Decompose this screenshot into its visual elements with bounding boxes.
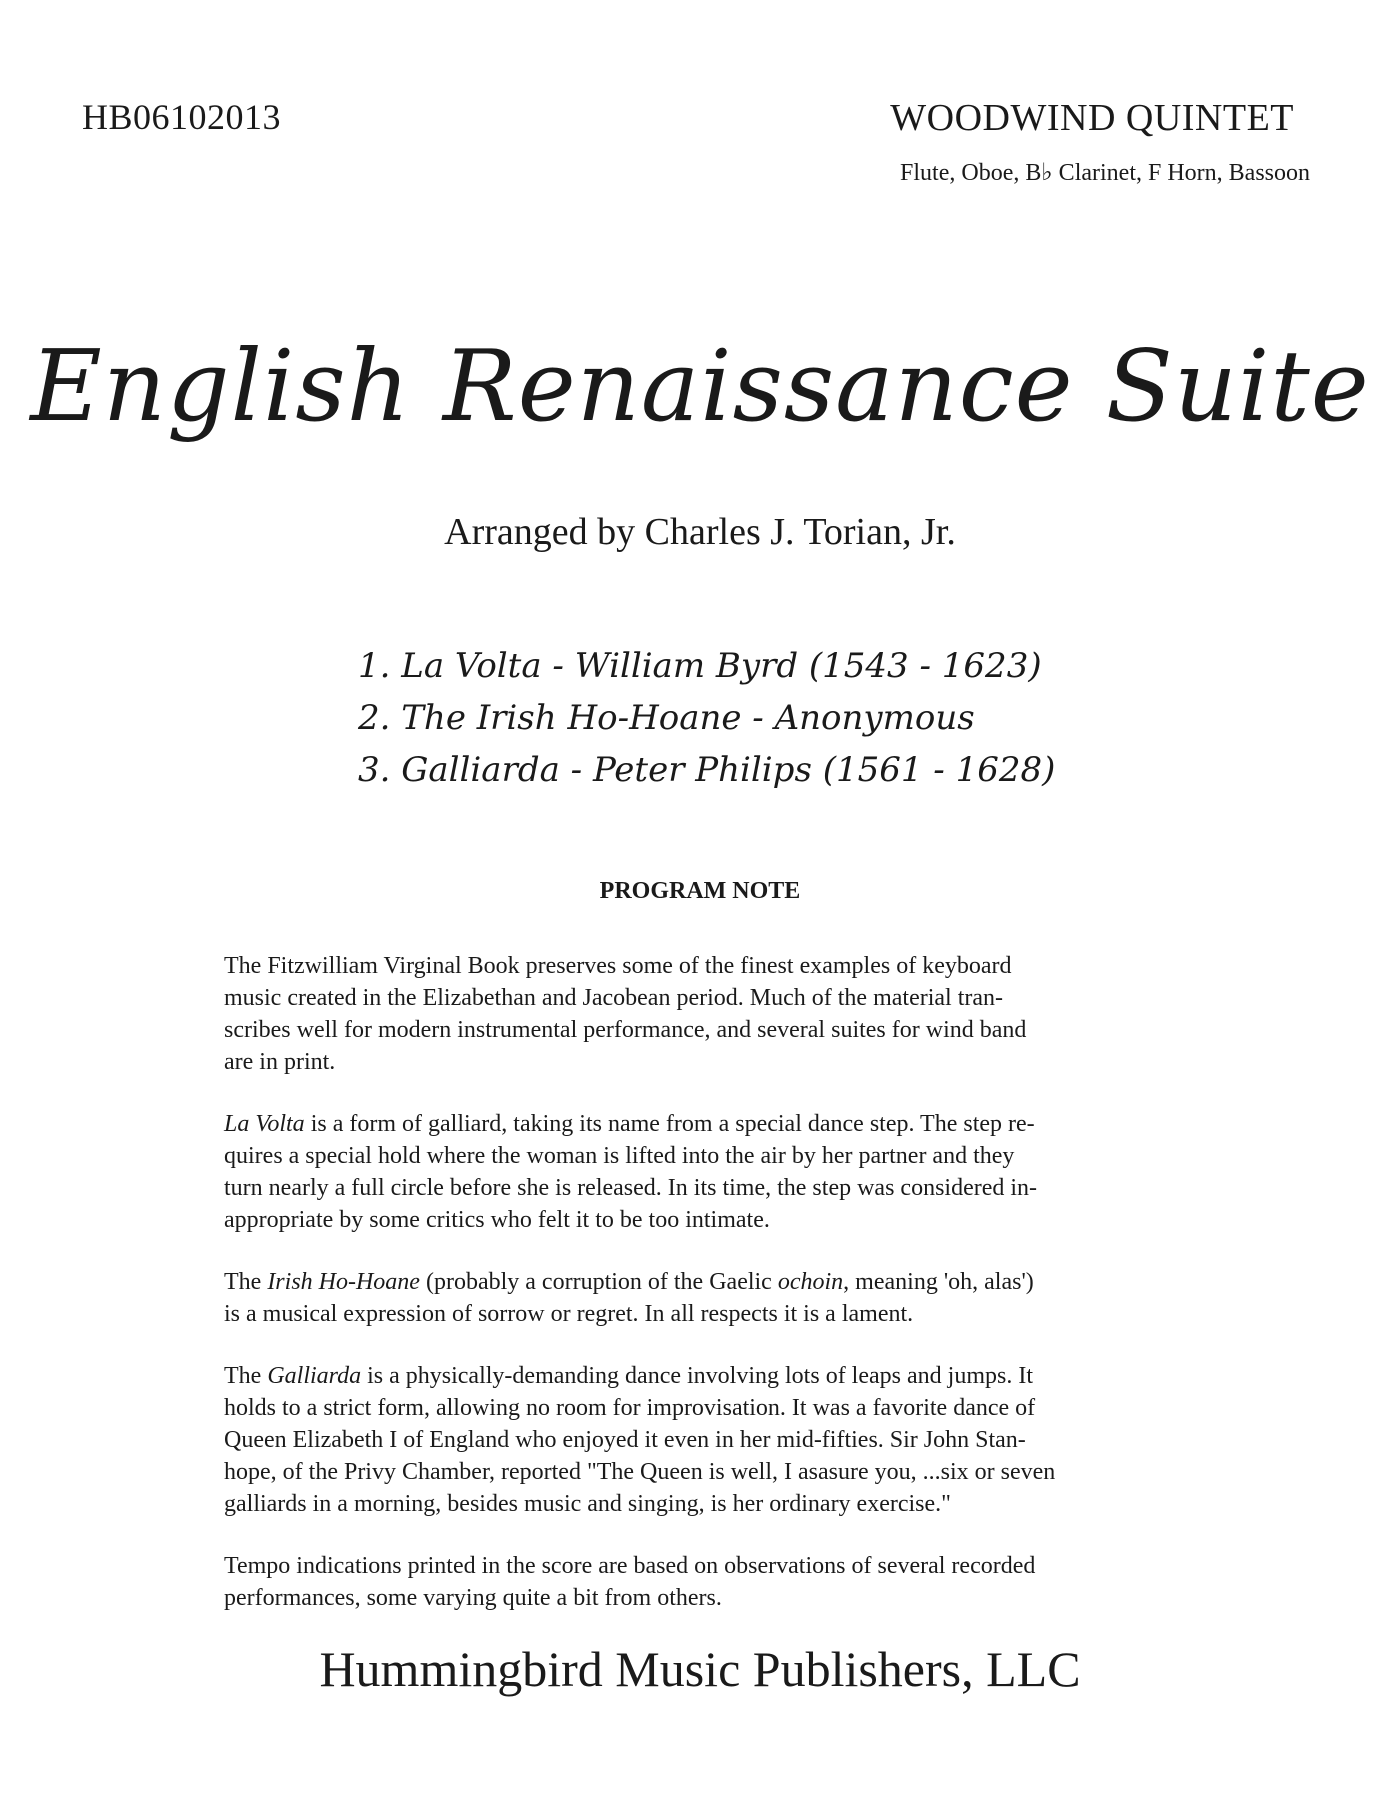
program-note-heading: PROGRAM NOTE — [599, 878, 801, 904]
note-line — [224, 1266, 1154, 1298]
note-paragraph — [224, 1108, 1154, 1236]
note-text: is a form of galliard, taking its name from a special dance step. The step re- — [304, 1111, 1035, 1137]
note-line: galliards in a morning, besides music and singing, is her ordinary exercise." — [224, 1491, 951, 1517]
arranger-credit: Arranged by Charles J. Torian, Jr. — [444, 511, 956, 553]
note-line: Queen Elizabeth I of England who enjoyed it even in her mid-fifties. Sir John Stan- — [224, 1427, 1026, 1453]
note-line: scribes well for modern instrumental performance, and several suites for wind band — [224, 1017, 1027, 1043]
piece-title: Galliarda — [267, 1363, 362, 1389]
note-line: are in print. — [224, 1049, 336, 1075]
note-line: appropriate by some critics who felt it to be too intimate. — [224, 1207, 770, 1233]
piece-title: La Volta — [224, 1111, 305, 1137]
note-text: The — [224, 1363, 268, 1389]
note-text: , meaning 'oh, alas') — [843, 1269, 1034, 1295]
note-line — [224, 1108, 1154, 1140]
note-line: The Fitzwilliam Virginal Book preserves some of the finest examples of keyboard — [224, 953, 1012, 979]
note-line: hope, of the Privy Chamber, reported "The Queen is well, I asasure you, ...six or seven — [224, 1459, 1056, 1485]
ensemble-type: WOODWIND QUINTET — [890, 97, 1294, 139]
note-line — [224, 1360, 1154, 1392]
note-text: is a physically-demanding dance involving lots of leaps and jumps. It — [361, 1363, 1033, 1389]
note-line: Tempo indications printed in the score are based on observations of several recorded — [224, 1553, 1036, 1579]
note-line: music created in the Elizabethan and Jacobean period. Much of the material tran- — [224, 985, 1004, 1011]
page-title: English Renaissance Suite — [30, 330, 1370, 444]
instrumentation: Flute, Oboe, B♭ Clarinet, F Horn, Bassoon — [900, 160, 1310, 186]
note-line: is a musical expression of sorrow or regret. In all respects it is a lament. — [224, 1301, 914, 1327]
gaelic-word: ochoin — [777, 1269, 844, 1295]
note-line: quires a special hold where the woman is lifted into the air by her partner and they — [224, 1143, 1015, 1169]
publisher-name: Hummingbird Music Publishers, LLC — [319, 1641, 1081, 1697]
catalog-number: HB06102013 — [82, 97, 282, 137]
note-paragraph — [224, 1266, 1154, 1330]
movement-list — [358, 640, 1118, 796]
movement-item: 2. The Irish Ho-Hoane - Anonymous — [358, 698, 975, 738]
note-text: (probably a corruption of the Gaelic — [419, 1269, 778, 1295]
note-paragraph — [224, 1360, 1154, 1520]
piece-title: Irish Ho-Hoane — [267, 1269, 420, 1295]
note-paragraph — [224, 950, 1154, 1078]
note-line: holds to a strict form, allowing no room for improvisation. It was a favorite dance of — [224, 1395, 1036, 1421]
note-line: turn nearly a full circle before she is released. In its time, the step was considered in- — [224, 1175, 1038, 1201]
note-paragraph — [224, 1550, 1154, 1614]
note-line: performances, some varying quite a bit from others. — [224, 1585, 722, 1611]
movement-item: 3. Galliarda - Peter Philips (1561 - 1628) — [358, 750, 1056, 790]
program-note-body — [224, 950, 1154, 1644]
movement-item: 1. La Volta - William Byrd (1543 - 1623) — [358, 646, 1042, 686]
note-text: The — [224, 1269, 268, 1295]
